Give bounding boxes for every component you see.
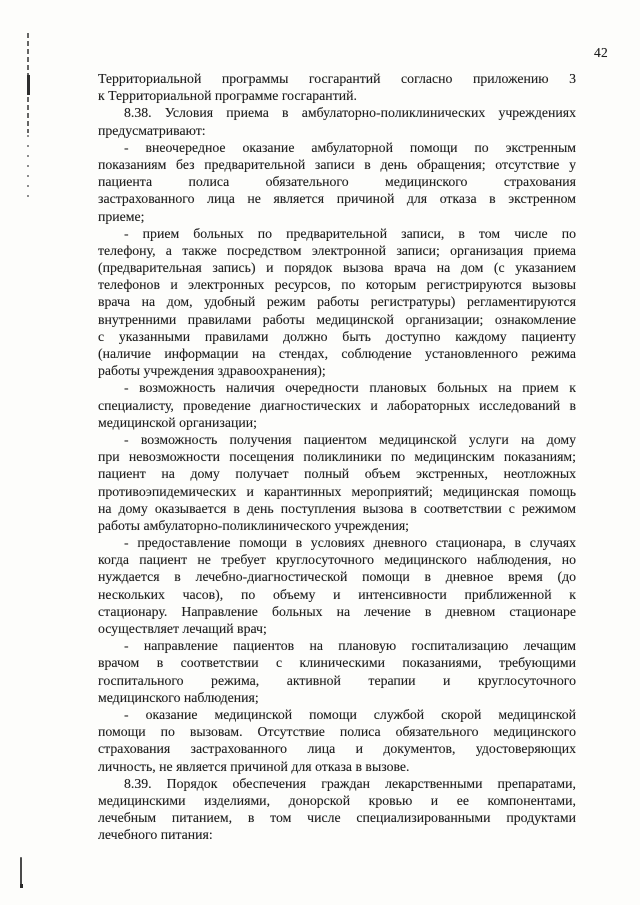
text-line: - направление пациентов на плановую госпитализацию лечащим — [124, 638, 576, 654]
text-line: (предварительная запись) и порядок вызова врача на дом (с указанием — [98, 260, 576, 276]
text-line: - возможность получения пациентом медицинской услуги на дому — [124, 431, 576, 447]
text-line: помощи по вызовам. Отсутствие полиса обязательного медицинского — [98, 724, 576, 740]
text-line: с указанными правилами должно быть доступно каждому пациенту — [98, 328, 576, 344]
text-line: Территориальной программы госгарантий согласно приложению 3 — [98, 71, 576, 86]
text-line: при невозможности посещения поликлиники по медицинским показаниям; — [98, 449, 576, 465]
text-line: (наличие информации на стендах, соблюдение установленного режима — [98, 346, 576, 361]
scan-artifact-left-dots — [27, 135, 29, 199]
text-line: медицинской организации; — [98, 414, 257, 430]
text-line: работы амбулаторно-поликлинического учреждения; — [98, 517, 410, 533]
text-line: работы учреждения здравоохранения); — [98, 363, 326, 379]
document-text-body — [98, 70, 576, 843]
text-line: показаниям без предварительной записи в день обращения; отсутствие у — [98, 156, 576, 172]
text-line: телефону, а также посредством электронной записи; организация приема — [98, 242, 576, 258]
text-line: - внеочередное оказание амбулаторной помощи по экстренным — [124, 139, 576, 155]
text-line: нуждается в лечебно-диагностической помощи в дневное время (до — [98, 569, 576, 585]
text-line: пациент на дому получает полный объем экстренных, неотложных — [98, 466, 576, 482]
text-line: - прием больных по предварительной записи, в том числе по — [124, 225, 576, 241]
text-line: нескольких часов), по объему и интенсивности приближенной к — [98, 586, 576, 602]
text-line: госпитального режима, активной терапии и круглосуточного — [98, 672, 576, 688]
text-line: когда пациент не требует круглосуточного медицинского наблюдения, но — [98, 552, 576, 568]
text-line: телефонов и электронных ресурсов, по которым регистрируются вызовы — [98, 277, 576, 293]
scan-artifact-bottom-left-line — [20, 857, 22, 888]
text-line: пациента полиса обязательного медицинского страхования — [98, 174, 576, 190]
text-line: - возможность наличия очередности плановых больных на прием к — [124, 380, 576, 396]
page-number: 42 — [593, 45, 609, 60]
text-line: на дому оказывается в день поступления вызова в соответствии с режимом — [98, 500, 576, 516]
text-line: - предоставление помощи в условиях дневного стационара, в случаях — [124, 535, 576, 551]
text-line: страхования застрахованного лица и документов, удостоверяющих — [98, 741, 576, 757]
text-line: 8.39. Порядок обеспечения граждан лекарственными препаратами, — [124, 775, 576, 791]
scan-artifact-left-dashed-line — [27, 33, 29, 133]
text-line: осуществляет лечащий врач; — [98, 621, 267, 636]
text-line: противоэпидемических и карантинных мероприятий; медицинская помощь — [98, 483, 576, 499]
text-line: - оказание медицинской помощи службой скорой медицинской — [124, 706, 576, 722]
text-line: стационару. Направление больных на лечение в дневном стационаре — [98, 603, 576, 619]
text-line: врача на дом, удобный режим работы регистратуры) регламентируются — [98, 294, 576, 310]
text-line: медицинского наблюдения; — [98, 689, 259, 705]
text-line: специалисту, проведение диагностических и лабораторных исследований в — [98, 397, 576, 413]
text-line: застрахованного лица не является причиной для отказа в экстренном — [98, 191, 576, 207]
text-line: лечебного питания: — [98, 827, 213, 843]
text-line: врачом в соответствии с клиническими показаниями, требующими — [98, 655, 576, 671]
text-line: к Территориальной программе госгарантий. — [98, 88, 357, 104]
text-line: приеме; — [98, 208, 145, 224]
text-line: 8.38. Условия приема в амбулаторно-поликлинических учреждениях — [124, 105, 576, 121]
text-line: внутренними правилами работы медицинской организации; ознакомление — [98, 311, 576, 327]
text-line: лечебным питанием, в том числе специализированными продуктами — [98, 810, 576, 826]
text-line: предусматривают: — [98, 122, 206, 138]
text-line: медицинскими изделиями, донорской кровью и ее компонентами, — [98, 792, 576, 808]
text-line: личность, не является причиной для отказа в вызове. — [98, 758, 410, 774]
